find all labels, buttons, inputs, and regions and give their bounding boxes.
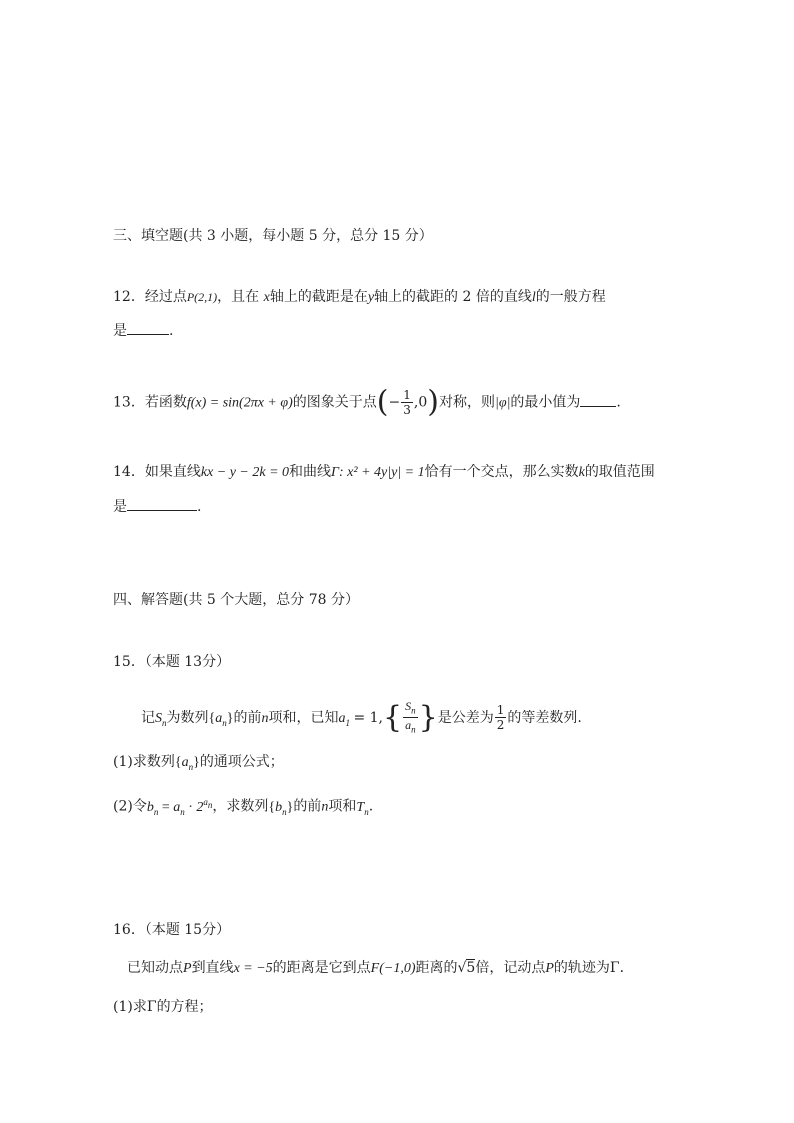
q13-minus: − [388, 394, 401, 411]
q15-frac-den: $a_n$ [405, 718, 416, 735]
section-3-title [113, 226, 433, 246]
q15-T-n: $T_n$ [356, 799, 369, 817]
q12-end: . [169, 323, 174, 339]
q15-p1-text: (1)求数列 [113, 754, 175, 770]
q16-p1-text: (1)求 [113, 999, 147, 1015]
q13-answer-blank[interactable] [580, 392, 616, 407]
q15-p2-text: ，求数列 [212, 798, 269, 815]
q13-end: . [616, 394, 621, 411]
q15-S-n: $S_n$ [155, 710, 167, 728]
q13-left-paren: ( [376, 384, 389, 420]
q15-p1-seq: $\{a_n\}$ [174, 755, 200, 772]
section-4-title-text: 四、解答题(共 5 个大题，总分 78 分） [113, 592, 359, 608]
q16-point-F: F(−1,0) [370, 961, 416, 976]
q13-function: f(x) = sin(2πx + φ) [186, 395, 293, 411]
q15-p1-text: 的通项公式； [199, 754, 284, 770]
question-16-statement [127, 958, 634, 979]
q16-p1-gamma: Γ [146, 999, 157, 1015]
q14-text: 的取值范围 [584, 464, 655, 480]
q15-text: 项和，已知 [268, 709, 339, 726]
question-12-line-1 [113, 287, 606, 308]
q16-p1-text: 的方程； [156, 999, 213, 1015]
q15-seq-a: $\{a_n\}$ [208, 710, 234, 728]
q15-p2-seq: $\{b_n\}$ [268, 799, 294, 817]
question-16-part-1 [113, 997, 213, 1017]
question-12-number: 12． [113, 289, 145, 305]
q15-p2-text: 的前 [293, 798, 322, 815]
q16-text: 的轨迹为 [553, 960, 610, 976]
question-14-number: 14． [113, 464, 145, 480]
q15-text: 的前 [233, 709, 262, 726]
q16-P-var: P [183, 961, 192, 976]
q16-sqrt: √5 [457, 960, 476, 976]
q15-text: 的等差数列. [507, 709, 582, 726]
q15-text: 记 [141, 709, 155, 726]
q13-frac-den: 3 [403, 403, 411, 417]
q15-left-brace: { [383, 699, 403, 735]
q12-point: P(2,1) [186, 290, 218, 304]
q14-text: 恰有一个交点，那么实数 [424, 464, 579, 480]
q12-text: 轴上的截距的 2 倍的直线 [374, 289, 532, 305]
q16-P-var-2: P [545, 961, 554, 976]
q13-fraction [401, 388, 413, 417]
q13-text: 若函数 [144, 394, 187, 411]
q15-half-num: 1 [496, 703, 505, 718]
question-14-line-2 [113, 496, 201, 517]
section-4-title [113, 590, 359, 610]
q15-p2-n: n [321, 799, 329, 815]
q13-right-paren: ) [427, 384, 439, 420]
q15-half [495, 703, 507, 732]
q16-sqrt-val: 5 [466, 960, 476, 976]
question-16-header [113, 920, 230, 940]
q14-text: 是 [113, 499, 127, 515]
q15-p2-text: (2)令 [113, 798, 147, 815]
question-15-part-1 [113, 752, 284, 777]
q16-line: x = −5 [233, 961, 273, 976]
q13-comma: ,0 [413, 394, 428, 411]
q13-abs-phi: |φ| [494, 395, 511, 411]
q12-text: 是 [113, 323, 127, 339]
q15-text: 是公差为 [437, 709, 494, 726]
q16-header-text: 16．（本题 15分） [113, 922, 231, 938]
q13-frac-num: 1 [403, 388, 411, 402]
q16-text: 倍，记动点 [475, 960, 546, 976]
q15-n-var: n [261, 710, 269, 726]
q12-y-var: y [367, 290, 375, 305]
q16-text: 到直线 [191, 960, 234, 976]
q12-text: 轴上的截距是在 [269, 289, 368, 305]
q15-a1: $a_1$ [338, 710, 350, 728]
q16-period: ． [619, 960, 634, 976]
q14-answer-blank[interactable] [127, 496, 197, 511]
q12-text: ，且在 [217, 289, 260, 305]
question-14-line-1 [113, 462, 655, 483]
question-13-number: 13． [113, 394, 145, 411]
q12-x-var: x [263, 290, 270, 305]
q16-text: 的距离是它到点 [272, 960, 371, 976]
q16-gamma: Γ [609, 960, 620, 976]
q15-text: 为数列 [166, 709, 209, 726]
q12-text: 经过点 [144, 289, 187, 305]
question-15-part-2 [113, 792, 373, 821]
q15-header-text: 15．（本题 13分） [113, 654, 231, 670]
q13-text: 的最小值为 [510, 394, 581, 411]
q16-text: 距离的 [415, 960, 458, 976]
q12-l-var: l [531, 290, 536, 305]
q14-k-var: k [578, 465, 585, 480]
q15-frac-num: $S_n$ [403, 699, 418, 718]
q13-text: 对称，则 [438, 394, 495, 411]
question-15-header [113, 652, 230, 672]
section-3-title-text: 三、填空题(共 3 小题，每小题 5 分，总分 15 分） [113, 228, 433, 244]
q12-answer-blank[interactable] [127, 320, 169, 335]
q14-curve-equation: Γ: x² + 4y|y| = 1 [331, 465, 425, 480]
q12-text: 的一般方程 [535, 289, 606, 305]
q14-line-equation: kx − y − 2k = 0 [200, 465, 290, 480]
q15-period: . [368, 798, 374, 815]
q14-text: 如果直线 [144, 464, 201, 480]
q15-bn-def: $b_n = a_n \cdot 2^{a_n}$ [146, 797, 213, 817]
q16-text: 已知动点 [127, 960, 183, 976]
q15-Sn-over-an [403, 699, 418, 737]
question-15-statement [141, 699, 582, 737]
question-13-line [113, 384, 621, 420]
q15-right-brace: } [418, 699, 438, 735]
question-12-line-2 [113, 320, 173, 341]
q13-text: 的图象关于点 [292, 394, 377, 411]
q14-end: . [197, 499, 202, 515]
q14-text: 和曲线 [289, 464, 332, 480]
q15-a1-value: = 1, [353, 709, 384, 726]
q15-half-den: 2 [496, 718, 505, 733]
q15-p2-text: 项和 [328, 798, 357, 815]
